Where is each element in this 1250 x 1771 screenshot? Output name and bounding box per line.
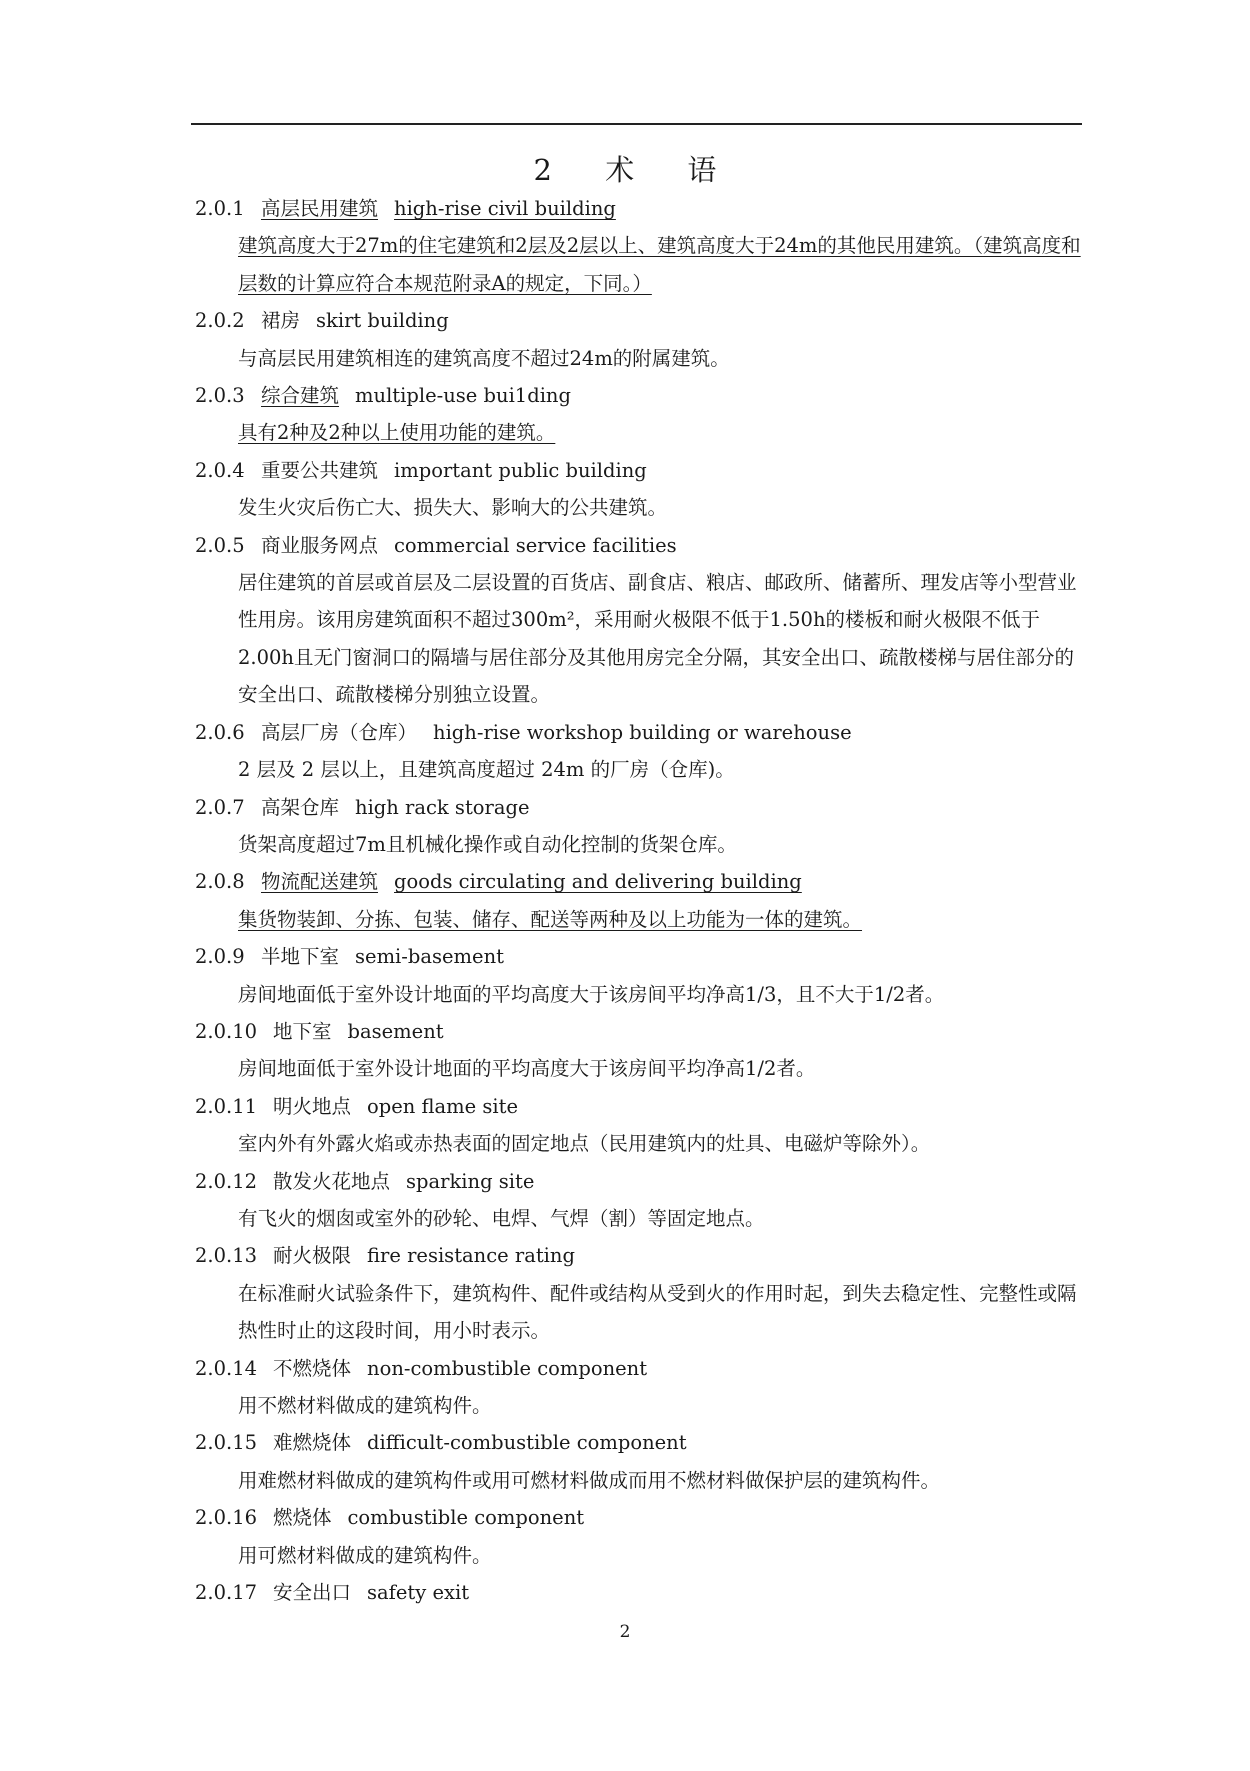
term-number: 2.0.10 <box>195 1019 258 1043</box>
terms-list <box>195 190 1087 1611</box>
term-heading <box>195 938 1087 975</box>
term-number: 2.0.12 <box>195 1169 258 1193</box>
term-chinese: 商业服务网点 <box>261 533 379 557</box>
term-chinese: 耐火极限 <box>273 1244 352 1268</box>
term-definition: 用难燃材料做成的建筑构件或用可燃材料做成而用不燃材料做保护层的建筑构件。 <box>238 1468 941 1492</box>
term-english: open flame site <box>367 1094 519 1118</box>
term-definition: 发生火灾后伤亡大、损失大、影响大的公共建筑。 <box>238 496 668 520</box>
term-chinese: 不燃烧体 <box>273 1356 352 1380</box>
term-number: 2.0.6 <box>195 720 245 744</box>
term-number: 2.0.8 <box>195 870 245 894</box>
term-definition: 与高层民用建筑相连的建筑高度不超过24m的附属建筑。 <box>238 346 730 370</box>
term-english: combustible component <box>347 1506 585 1530</box>
term-definition: 用可燃材料做成的建筑构件。 <box>238 1543 492 1567</box>
term-heading <box>195 863 1087 900</box>
term-number: 2.0.15 <box>195 1431 258 1455</box>
term-number: 2.0.4 <box>195 458 245 482</box>
term-chinese: 安全出口 <box>273 1581 352 1605</box>
term-chinese: 综合建筑 <box>261 384 340 408</box>
term-english: fire resistance rating <box>367 1244 575 1268</box>
term-chinese: 地下室 <box>273 1019 332 1043</box>
term-english: important public building <box>394 458 647 482</box>
term-english: goods circulating and delivering building <box>394 870 802 894</box>
term-definition-row <box>195 901 1087 938</box>
header-rule <box>191 123 1082 125</box>
term-english: high rack storage <box>355 795 530 819</box>
term-heading <box>195 1237 1087 1274</box>
term-chinese: 重要公共建筑 <box>261 458 379 482</box>
term-number: 2.0.5 <box>195 533 245 557</box>
term-definition: 有飞火的烟囱或室外的砂轮、电焊、气焊（割）等固定地点。 <box>238 1206 765 1230</box>
term-heading <box>195 452 1087 489</box>
term-definition: 室内外有外露火焰或赤热表面的固定地点（民用建筑内的灶具、电磁炉等除外）。 <box>238 1132 931 1156</box>
term-number: 2.0.9 <box>195 945 245 969</box>
term-definition-row <box>195 414 1087 451</box>
term-chinese: 散发火花地点 <box>273 1169 391 1193</box>
term-english: basement <box>347 1019 444 1043</box>
term-definition: 2 层及 2 层以上，且建筑高度超过 24m 的厂房（仓库)。 <box>238 758 735 782</box>
term-chinese: 明火地点 <box>273 1094 352 1118</box>
term-definition: 房间地面低于室外设计地面的平均高度大于该房间平均净高1/2者。 <box>238 1057 816 1081</box>
term-english: skirt building <box>316 309 449 333</box>
term-number: 2.0.11 <box>195 1094 258 1118</box>
term-english: difficult-combustible component <box>367 1431 687 1455</box>
term-english: sparking site <box>406 1169 535 1193</box>
term-chinese: 高层民用建筑 <box>261 197 379 220</box>
term-heading <box>195 527 1087 564</box>
term-definition: 建筑高度大于27m的住宅建筑和2层及2层以上、建筑高度大于24m的其他民用建筑。（建筑高度和层数的计算应符合本规范附录A的规定，下同。） <box>238 234 1081 295</box>
term-english: high-rise civil building <box>394 197 616 220</box>
term-definition: 具有2种及2种以上使用功能的建筑。 <box>238 421 556 445</box>
term-chinese: 半地下室 <box>261 945 340 969</box>
term-number: 2.0.2 <box>195 309 245 333</box>
page-number: 2 <box>619 1622 631 1642</box>
term-heading <box>195 714 1087 751</box>
term-definition: 居住建筑的首层或首层及二层设置的百货店、副食店、粮店、邮政所、储蓄所、理发店等小型营业性用房。该用房建筑面积不超过300m²，采用耐火极限不低于1.50h的楼板和耐火极限不低于2.00h且无门窗洞口的隔墙与居住部分及其他用房完全分隔，其安全出口、疏散楼梯与居住部分的安全出口、疏散楼梯分别独立设置。 <box>238 571 1077 707</box>
term-chinese: 难燃烧体 <box>273 1431 352 1455</box>
term-english: safety exit <box>367 1581 470 1605</box>
term-heading <box>195 1574 1087 1611</box>
term-english: high-rise workshop building or warehouse <box>433 720 852 744</box>
term-number: 2.0.17 <box>195 1581 258 1605</box>
chapter-title: 2 术 语 <box>533 153 739 187</box>
term-heading <box>195 1013 1087 1050</box>
term-number: 2.0.16 <box>195 1506 258 1530</box>
term-heading <box>195 1424 1087 1461</box>
term-english: multiple-use bui1ding <box>355 384 571 408</box>
term-heading <box>195 190 1087 227</box>
term-number: 2.0.3 <box>195 384 245 408</box>
term-heading <box>195 789 1087 826</box>
term-definition: 用不燃材料做成的建筑构件。 <box>238 1394 492 1417</box>
term-heading <box>195 1163 1087 1200</box>
term-heading <box>195 1350 1087 1387</box>
term-definition: 货架高度超过7m且机械化操作或自动化控制的货架仓库。 <box>238 832 737 856</box>
term-heading <box>195 1499 1087 1536</box>
term-number: 2.0.7 <box>195 795 245 819</box>
term-heading-underlined <box>195 870 802 893</box>
term-heading <box>195 302 1087 339</box>
term-number: 2.0.13 <box>195 1244 258 1268</box>
term-english: non-combustible component <box>367 1356 648 1380</box>
term-number: 2.0.14 <box>195 1356 258 1380</box>
term-english: semi-basement <box>355 945 504 969</box>
term-chinese: 物流配送建筑 <box>261 870 379 894</box>
term-definition: 集货物装卸、分拣、包装、储存、配送等两种及以上功能为一体的建筑。 <box>238 907 863 931</box>
term-chinese: 高架仓库 <box>261 795 340 819</box>
term-definition: 在标准耐火试验条件下，建筑构件、配件或结构从受到火的作用时起，到失去稳定性、完整性或隔热性时止的这段时间，用小时表示。 <box>238 1281 1077 1343</box>
term-chinese: 燃烧体 <box>273 1506 332 1530</box>
term-heading <box>195 377 1087 414</box>
term-chinese: 裙房 <box>261 309 301 333</box>
term-heading <box>195 1088 1087 1125</box>
term-number: 2.0.1 <box>195 197 245 220</box>
term-chinese: 高层厂房（仓库） <box>261 720 418 744</box>
term-english: commercial service facilities <box>394 533 677 557</box>
term-definition: 房间地面低于室外设计地面的平均高度大于该房间平均净高1/3，且不大于1/2者。 <box>238 982 945 1006</box>
